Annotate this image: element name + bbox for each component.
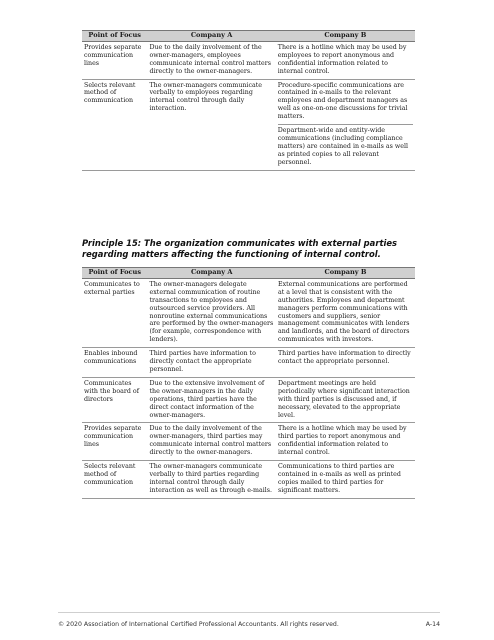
table-row bbox=[82, 423, 415, 461]
footer-divider bbox=[58, 612, 440, 613]
header-point-of-focus: Point of Focus bbox=[82, 268, 148, 279]
focus-cell: Provides separate communication lines bbox=[82, 41, 147, 79]
company-a-cell: The owner-managers communicate verbally to employees regarding internal control through daily interaction. bbox=[147, 79, 275, 170]
company-b-cell: Department meetings are held periodically where significant interaction with third parties is discussed and, if necessary, elevated to the appropriate level. bbox=[276, 377, 415, 423]
focus-cell: Provides separate communication lines bbox=[82, 423, 148, 461]
company-b-cell: There is a hotline which may be used by employees to report anonymous and confidential information related to internal control. bbox=[276, 41, 415, 79]
focus-cell: Selects relevant method of communication bbox=[82, 461, 148, 499]
focus-cell: Selects relevant method of communication bbox=[82, 79, 147, 170]
company-b-cell bbox=[276, 79, 415, 170]
focus-cell: Communicates with the board of directors bbox=[82, 377, 148, 423]
principle-14-table bbox=[82, 30, 415, 171]
company-b-text: Department-wide and entity-wide communications (including compliance matters) are contained in e-mails as well as printed copies to all relevant personnel. bbox=[278, 124, 413, 167]
header-company-b: Company B bbox=[276, 268, 415, 279]
table-header-row bbox=[82, 31, 415, 42]
focus-cell: Enables inbound communications bbox=[82, 348, 148, 378]
header-company-a: Company A bbox=[148, 268, 276, 279]
company-b-cell: Communications to third parties are contained in e-mails as well as printed copies mailed to third parties for significant matters. bbox=[276, 461, 415, 499]
focus-cell: Communicates to external parties bbox=[82, 278, 148, 347]
page-number: A-14 bbox=[425, 621, 440, 628]
page-footer bbox=[58, 621, 440, 628]
company-a-cell: Due to the daily involvement of the owner-managers, employees communicate internal control matters directly to the owner-managers. bbox=[147, 41, 275, 79]
table-row bbox=[82, 377, 415, 423]
header-company-a: Company A bbox=[147, 31, 275, 42]
company-a-cell: Due to the extensive involvement of the owner-managers in the daily operations, third parties have the direct contact information of the owner-managers. bbox=[148, 377, 276, 423]
table-row bbox=[82, 278, 415, 347]
header-company-b: Company B bbox=[276, 31, 415, 42]
company-b-cell: External communications are performed at a level that is consistent with the authorities. Employees and department managers perform communications with customers and suppliers, senior management communicates with lenders and landlords, and the board of directors communicates with investors. bbox=[276, 278, 415, 347]
table-row bbox=[82, 41, 415, 79]
company-b-cell: There is a hotline which may be used by third parties to report anonymous and confidential information related to internal control. bbox=[276, 423, 415, 461]
principle-15-heading: Principle 15: The organization communicates with external parties regarding matters affecting the functioning of internal control. bbox=[82, 238, 397, 259]
company-a-cell: The owner-managers delegate external communication of routine transactions to employees and outsourced service providers. All nonroutine external communications are performed by the owner-managers (for example, correspondence with lenders). bbox=[148, 278, 276, 347]
table-row bbox=[82, 461, 415, 499]
company-b-cell: Third parties have information to directly contact the appropriate personnel. bbox=[276, 348, 415, 378]
company-a-cell: Third parties have information to directly contact the appropriate personnel. bbox=[148, 348, 276, 378]
table-row bbox=[82, 348, 415, 378]
table-header-row bbox=[82, 268, 415, 279]
copyright-text: © 2020 Association of International Certified Professional Accountants. All rights reserved. bbox=[58, 621, 339, 628]
header-point-of-focus: Point of Focus bbox=[82, 31, 147, 42]
company-a-cell: The owner-managers communicate verbally to third parties regarding internal control through daily interaction as well as through e-mails. bbox=[148, 461, 276, 499]
company-a-cell: Due to the daily involvement of the owner-managers, third parties may communicate internal control matters directly to the owner-managers. bbox=[148, 423, 276, 461]
table-row bbox=[82, 79, 415, 170]
company-b-text: Procedure-specific communications are contained in e-mails to the relevant employees and department managers as well as one-on-one discussions for trivial matters. bbox=[277, 81, 408, 121]
principle-15-table bbox=[82, 267, 415, 499]
